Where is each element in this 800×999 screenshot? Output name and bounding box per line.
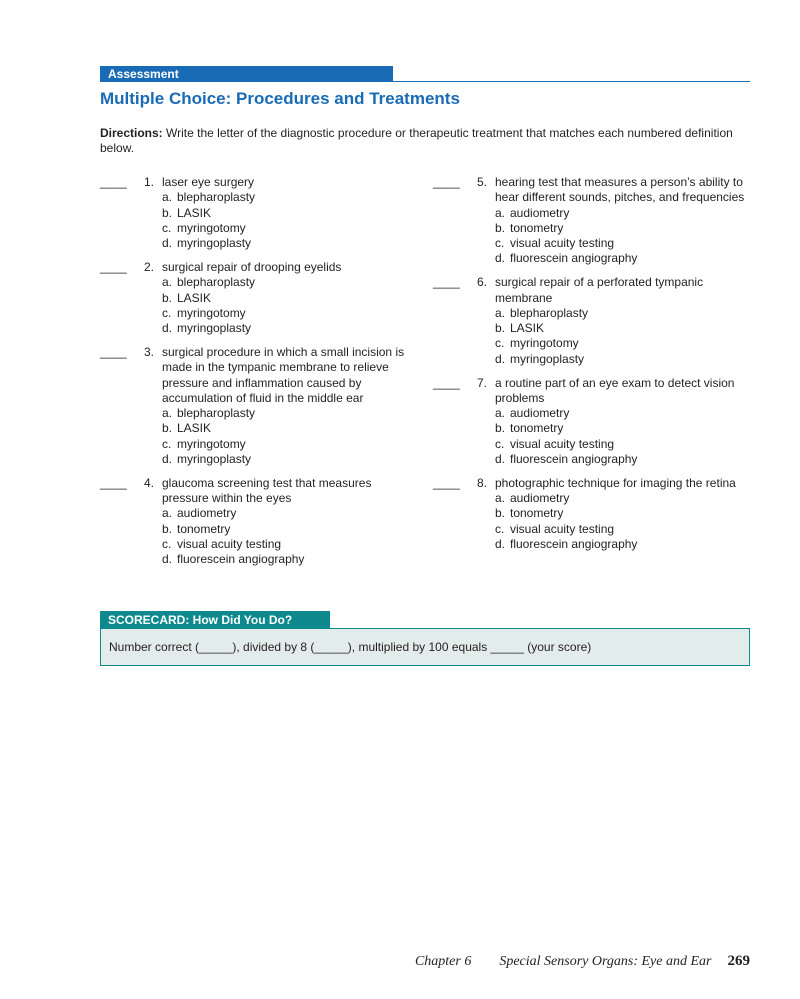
question-3 [100,345,420,467]
assessment-header-bar [100,66,750,82]
question-text: surgical repair of drooping eyelids [162,259,342,274]
question-number: 6. [477,275,488,290]
question-text: hearing test that measures a person’s ability to hear different sounds, pitches, and frequencies [495,175,745,205]
option-a: a. blepharoplasty [162,406,256,421]
question-text: surgical repair of a perforated tympanic membrane [495,275,704,305]
question-number: 5. [477,175,488,189]
question-number: 2. [144,259,155,274]
option-a: a. audiometry [495,491,570,506]
option-d: d. myringoplasty [162,452,252,467]
answer-blank[interactable]: ____ [433,275,460,290]
option-c: c. myringotomy [495,336,579,351]
option-d: d. fluorescein angiography [495,537,638,552]
option-d: d. fluorescein angiography [162,552,305,567]
option-d: d. myringoplasty [162,236,252,251]
directions [100,126,740,156]
answer-blank[interactable]: ____ [100,259,127,274]
option-c: c. myringotomy [162,305,246,320]
question-number: 8. [477,475,488,490]
option-a: a. blepharoplasty [162,190,256,205]
option-d: d. myringoplasty [162,321,252,336]
option-b: b. tonometry [495,421,564,436]
option-c: c. visual acuity testing [495,236,615,251]
option-c: c. visual acuity testing [162,537,282,552]
footer-section: Special Sensory Organs: Eye and Ear [499,954,712,969]
page-number: 269 [727,953,750,969]
option-c: c. visual acuity testing [495,521,615,536]
questions-right-column [433,175,753,561]
option-b: b. tonometry [495,220,564,235]
option-a: a. audiometry [162,506,237,521]
question-text: surgical procedure in which a small incision is made in the tympanic membrane to relieve pressure and inflammation caused by accumulation of fluid in the middle ear [162,344,405,405]
option-c: c. visual acuity testing [495,436,615,451]
option-b: b. LASIK [162,290,212,305]
option-d: d. fluorescein angiography [495,452,638,467]
question-number: 4. [144,475,155,490]
footer-chapter: Chapter 6 [414,954,472,969]
page-footer [415,953,750,970]
answer-blank[interactable]: ____ [433,175,460,189]
question-1 [100,175,420,251]
option-d: d. myringoplasty [495,351,585,366]
answer-blank[interactable]: ____ [100,475,127,490]
option-a: a. blepharoplasty [162,275,256,290]
option-d: d. fluorescein angiography [495,251,638,266]
scorecard-title: SCORECARD: How Did You Do? [100,611,330,629]
questions-left-column [100,175,420,576]
answer-blank[interactable]: ____ [433,475,460,490]
directions-text: Write the letter of the diagnostic procedure or therapeutic treatment that matches each numbered definition below. [100,126,733,155]
question-6 [433,275,753,367]
option-b: b. tonometry [495,506,564,521]
question-text: a routine part of an eye exam to detect vision problems [495,375,735,405]
question-number: 3. [144,344,155,359]
scorecard-box [100,628,750,666]
question-text: photographic technique for imaging the retina [495,475,736,490]
scorecard-text: Number correct (_____), divided by 8 (_____), multiplied by 100 equals _____ (your score) [109,640,592,654]
option-c: c. myringotomy [162,220,246,235]
question-text: laser eye surgery [162,175,255,189]
question-4 [100,476,420,568]
option-a: a. blepharoplasty [495,305,589,320]
question-8 [433,476,753,552]
option-b: b. LASIK [162,421,212,436]
question-number: 7. [477,375,488,390]
question-text: glaucoma screening test that measures pressure within the eyes [162,475,372,506]
option-b: b. LASIK [162,205,212,220]
option-a: a. audiometry [495,406,570,421]
answer-blank[interactable]: ____ [100,344,127,359]
answer-blank[interactable]: ____ [100,175,127,189]
directions-label: Directions: [100,126,163,140]
option-a: a. audiometry [495,205,570,220]
assessment-tag: Assessment [100,66,393,82]
question-2 [100,260,420,336]
question-number: 1. [144,175,155,189]
question-5 [433,175,753,267]
answer-blank[interactable]: ____ [433,375,460,390]
question-7 [433,376,753,468]
page-title: Multiple Choice: Procedures and Treatments [100,89,460,108]
option-b: b. tonometry [162,521,231,536]
option-c: c. myringotomy [162,436,246,451]
option-b: b. LASIK [495,321,545,336]
